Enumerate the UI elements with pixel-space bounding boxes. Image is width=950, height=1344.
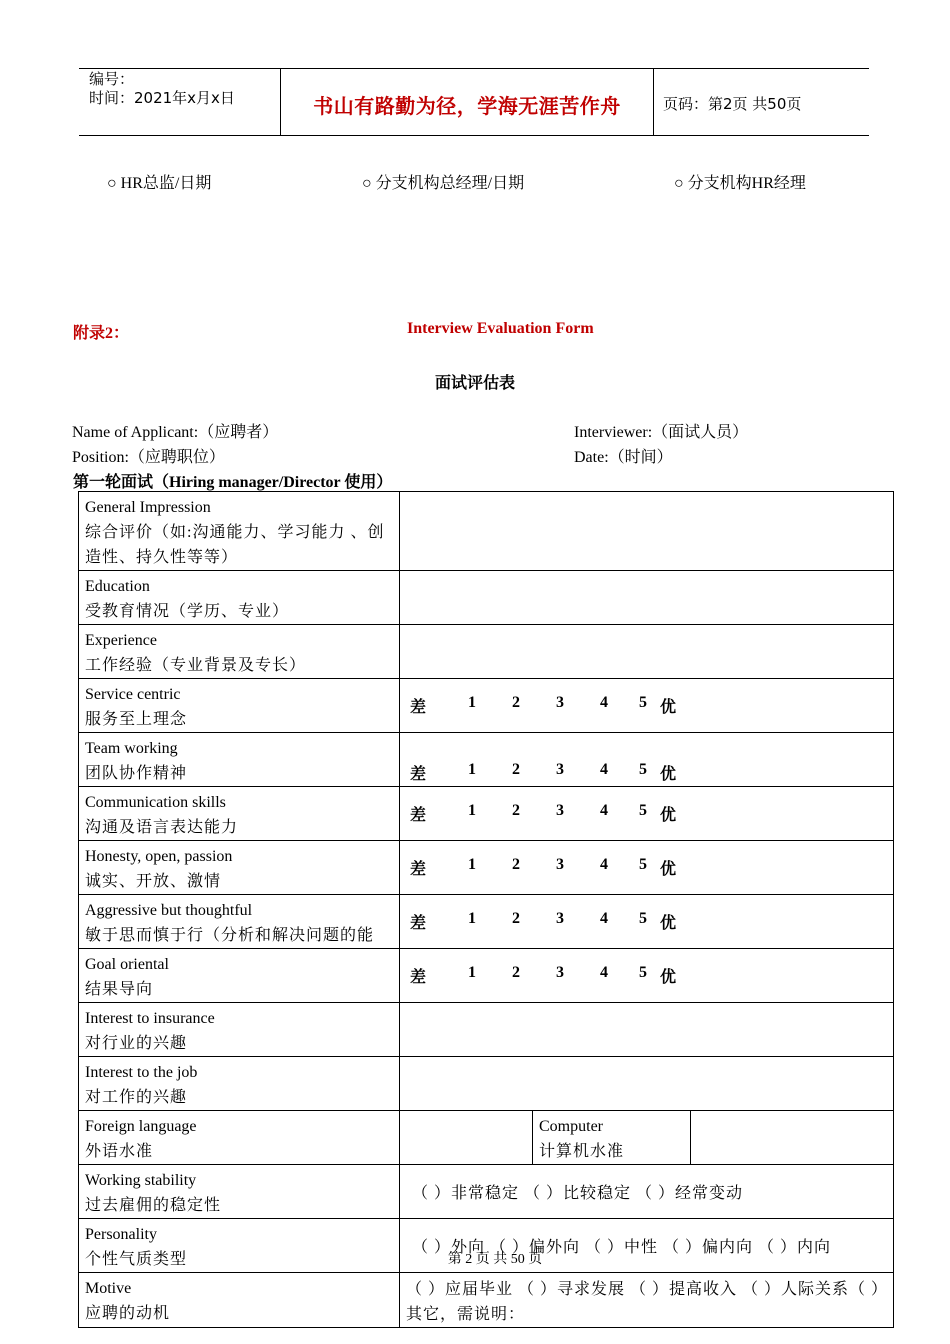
table-row [79,895,894,949]
row-label-cn: 应聘的动机 [85,1305,171,1322]
scale-2[interactable]: 2 [512,761,520,778]
row-label-en: Foreign language [85,1118,197,1135]
table-row [79,949,894,1003]
scale-4[interactable]: 4 [600,761,608,778]
scale-3[interactable]: 3 [556,910,564,927]
scale-poor: 差 [410,766,427,783]
scale-1[interactable]: 1 [468,802,476,819]
scale-1[interactable]: 1 [468,856,476,873]
table-row [79,679,894,733]
rating-scale[interactable] [400,895,894,949]
row-label [79,625,400,679]
table-row [79,1273,894,1328]
row-label [79,841,400,895]
rating-scale[interactable] [400,733,894,787]
scale-good: 优 [660,915,677,932]
scale-3[interactable]: 3 [556,802,564,819]
row-label-cn: 诚实、开放、激情 [85,873,222,890]
signature-hr-director: ○ HR总监/日期 [107,175,212,192]
row-label-cn: 对行业的兴趣 [85,1035,188,1052]
row-label-cn: 服务至上理念 [85,711,188,728]
form-title-en: Interview Evaluation Form [407,320,594,337]
scale-2[interactable]: 2 [512,856,520,873]
row-label-en: Working stability [85,1172,197,1189]
rating-scale[interactable] [400,679,894,733]
header-bottom-rule [79,135,869,136]
scale-poor: 差 [410,969,427,986]
scale-1[interactable]: 1 [468,910,476,927]
signature-branch-hr: ○ 分支机构HR经理 [674,175,806,192]
scale-5[interactable]: 5 [639,802,647,819]
scale-3[interactable]: 3 [556,856,564,873]
row-label-en: Communication skills [85,794,226,811]
row-label-en: Interest to the job [85,1064,198,1081]
row-label [79,492,400,571]
answer-cell[interactable] [400,571,894,625]
computer-label [533,1111,691,1165]
scale-3[interactable]: 3 [556,964,564,981]
scale-4[interactable]: 4 [600,802,608,819]
table-row [79,1111,894,1165]
scale-2[interactable]: 2 [512,694,520,711]
form-title-cn: 面试评估表 [434,373,515,392]
position-field: Position:（应聘职位） [72,449,225,466]
scale-1[interactable]: 1 [468,761,476,778]
scale-good: 优 [660,861,677,878]
row-label-en: Honesty, open, passion [85,848,233,865]
row-label [79,1003,400,1057]
scale-good: 优 [660,807,677,824]
row-label [79,949,400,1003]
scale-4[interactable]: 4 [600,856,608,873]
computer-label-en: Computer [539,1118,603,1135]
header-divider-right [653,68,654,136]
computer-label-cn: 计算机水准 [539,1143,625,1160]
row-label-en: Goal oriental [85,956,169,973]
interviewer-field: Interviewer:（面试人员） [574,424,749,441]
applicant-field: Name of Applicant:（应聘者） [72,424,279,441]
scale-5[interactable]: 5 [639,964,647,981]
answer-cell[interactable] [400,1003,894,1057]
scale-5[interactable]: 5 [639,761,647,778]
row-label [79,1111,400,1165]
table-row [79,492,894,571]
round-title: 第一轮面试（Hiring manager/Director 使用） [73,474,393,491]
page-footer: 第 2 页 共 50 页 [447,1252,543,1267]
scale-poor: 差 [410,915,427,932]
row-label [79,1165,400,1219]
table-row [79,1165,894,1219]
appendix-label: 附录2： [73,325,130,342]
scale-good: 优 [660,699,677,716]
row-label-cn: 外语水准 [85,1143,154,1160]
header-meta [89,70,235,108]
scale-poor: 差 [410,807,427,824]
scale-5[interactable]: 5 [639,694,647,711]
table-row [79,1003,894,1057]
personality-options[interactable]: （ ）外向 （ ）偏外向 （ ）中性 （ ）偏内向 （ ）内向 [400,1219,894,1273]
rating-scale[interactable] [400,787,894,841]
row-label-cn: 团队协作精神 [85,765,188,782]
row-label-cn: 敏于思而慎于行（分析和解决问题的能 [85,927,375,944]
row-label [79,895,400,949]
row-label-en: Aggressive but thoughtful [85,902,253,919]
rating-scale[interactable] [400,841,894,895]
rating-scale[interactable] [400,949,894,1003]
header-page-label: 页码：第2页 共50页 [663,95,802,113]
row-label [79,1057,400,1111]
scale-2[interactable]: 2 [512,964,520,981]
evaluation-table [78,491,894,1328]
serial-label: 编号： [89,70,135,88]
table-row [79,787,894,841]
table-row [79,733,894,787]
row-label-en: Personality [85,1226,157,1243]
motive-options[interactable]: （ ）应届毕业 （ ）寻求发展 （ ）提高收入 （ ）人际关系（ ）其它，需说明： [400,1273,894,1328]
row-label-cn: 对工作的兴趣 [85,1089,188,1106]
row-label [79,787,400,841]
scale-good: 优 [660,969,677,986]
row-label-cn: 工作经验（专业背景及专长） [85,657,307,674]
language-answer-cell[interactable] [400,1111,533,1165]
header-motto: 书山有路勤为径，学海无涯苦作舟 [313,94,621,118]
answer-cell[interactable] [400,625,894,679]
scale-5[interactable]: 5 [639,856,647,873]
scale-5[interactable]: 5 [639,910,647,927]
row-label [79,679,400,733]
scale-poor: 差 [410,861,427,878]
scale-1[interactable]: 1 [468,694,476,711]
scale-3[interactable]: 3 [556,694,564,711]
row-label-cn: 沟通及语言表达能力 [85,819,239,836]
table-row [79,841,894,895]
row-label-cn: 受教育情况（学历、专业） [85,603,290,620]
scale-4[interactable]: 4 [600,694,608,711]
time-label: 时间：2021年x月x日 [89,89,235,107]
scale-1[interactable]: 1 [468,964,476,981]
row-label-en: Team working [85,740,178,757]
scale-4[interactable]: 4 [600,964,608,981]
table-row [79,571,894,625]
scale-good: 优 [660,766,677,783]
row-label-cn: 结果导向 [85,981,154,998]
row-label-cn: 个性气质类型 [85,1251,188,1268]
computer-answer-cell[interactable] [691,1111,894,1165]
row-label-en: Interest to insurance [85,1010,215,1027]
scale-poor: 差 [410,699,427,716]
scale-2[interactable]: 2 [512,802,520,819]
scale-3[interactable]: 3 [556,761,564,778]
table-row [79,625,894,679]
row-label-en: Service centric [85,686,181,703]
row-label-cn: 综合评价（如:沟通能力、学习能力 、创造性、持久性等等） [85,524,385,566]
row-label [79,571,400,625]
row-label-cn: 过去雇佣的稳定性 [85,1197,222,1214]
row-label-en: Education [85,578,150,595]
row-label [79,1273,400,1328]
row-label-en: Experience [85,632,157,649]
date-field: Date:（时间） [574,449,673,466]
header-top-rule [79,68,869,69]
signature-branch-gm: ○ 分支机构总经理/日期 [362,175,525,192]
stability-options[interactable]: （ ）非常稳定 （ ）比较稳定 （ ）经常变动 [400,1165,894,1219]
row-label-en: Motive [85,1280,132,1297]
scale-2[interactable]: 2 [512,910,520,927]
answer-cell[interactable] [400,492,894,571]
table-row [79,1057,894,1111]
row-label-en: General Impression [85,499,211,516]
scale-4[interactable]: 4 [600,910,608,927]
answer-cell[interactable] [400,1057,894,1111]
row-label [79,733,400,787]
